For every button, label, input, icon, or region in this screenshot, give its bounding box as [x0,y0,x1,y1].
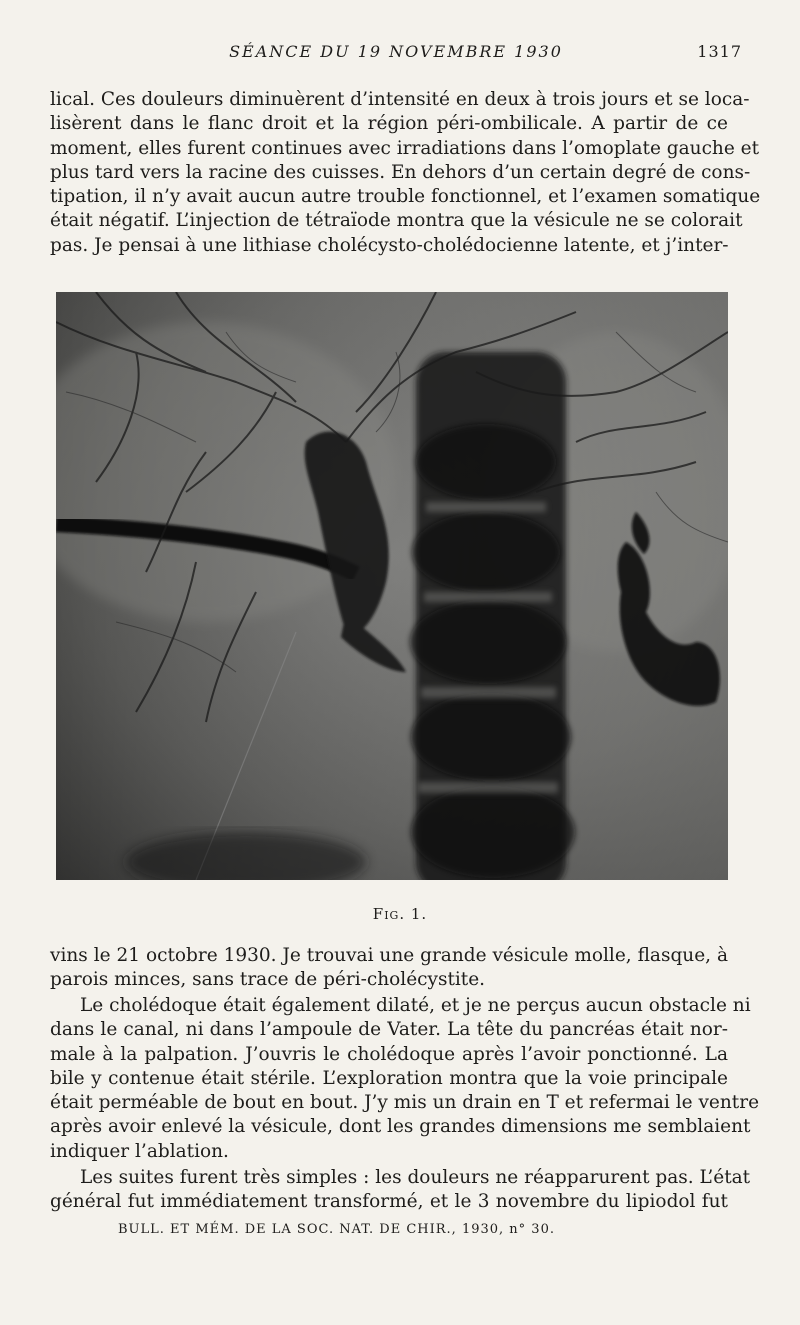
text-line: Les suites furent très simples : les douleurs ne réapparurent pas. L’état [80,1167,751,1188]
text-line: lisèrent dans le flanc droit et la région péri-ombilicale. A partir de ce [50,113,728,135]
text-line: était perméable de bout en bout. J’y mis un drain en T et refermai le ventre [50,1092,760,1114]
page-number: 1317 [697,42,742,61]
running-header [50,42,742,68]
text-line: moment, elles furent continues avec irradiations dans l’omoplate gauche et [50,137,760,159]
radiograph-image [56,292,728,880]
text-line: indiquer l’ablation. [50,1140,229,1162]
text-line: après avoir enlevé la vésicule, dont les grandes dimensions me semblaient [50,1116,751,1138]
text-line: male à la palpation. J’ouvris le cholédoque après l’avoir ponctionné. La [50,1043,728,1065]
text-line: dans le canal, ni dans l’ampoule de Vater. La tête du pancréas était nor- [50,1019,728,1041]
paragraph-1 [50,88,761,258]
text-line: lical. Ces douleurs diminuèrent d’intensité en deux à trois jours et se loca- [50,89,750,110]
text-line: général fut immédiatement transformé, et le 3 novembre du lipiodol fut [50,1191,728,1213]
text-line: tipation, il n’y avait aucun autre trouble fonctionnel, et l’examen somatique [50,186,761,208]
text-line: vins le 21 octobre 1930. Je trouvai une grande vésicule molle, flasque, à [50,945,728,966]
paragraph-4 [50,1166,751,1215]
text-line: parois minces, sans trace de péri-cholécystite. [50,969,486,991]
text-line: Le cholédoque était également dilaté, et je ne perçus aucun obstacle ni [80,995,751,1016]
journal-footer: BULL. ET MÉM. DE LA SOC. NAT. DE CHIR., 1930, n° 30. [118,1222,555,1237]
running-title: SÉANCE DU 19 NOVEMBRE 1930 [229,42,563,61]
figure-caption: Fig. 1. [372,905,428,923]
paragraph-2 [50,944,728,993]
radiograph-figure [56,292,728,880]
text-line: était négatif. L’injection de tétraïode montra que la vésicule ne se colorait [50,210,743,232]
text-line: plus tard vers la racine des cuisses. En dehors d’un certain degré de cons- [50,161,751,183]
text-line: pas. Je pensai à une lithiase cholécysto-cholédocienne latente, et j’inter- [50,234,729,256]
text-line: bile y contenue était stérile. L’exploration montra que la voie principale [50,1067,728,1089]
paragraph-3 [50,994,760,1164]
